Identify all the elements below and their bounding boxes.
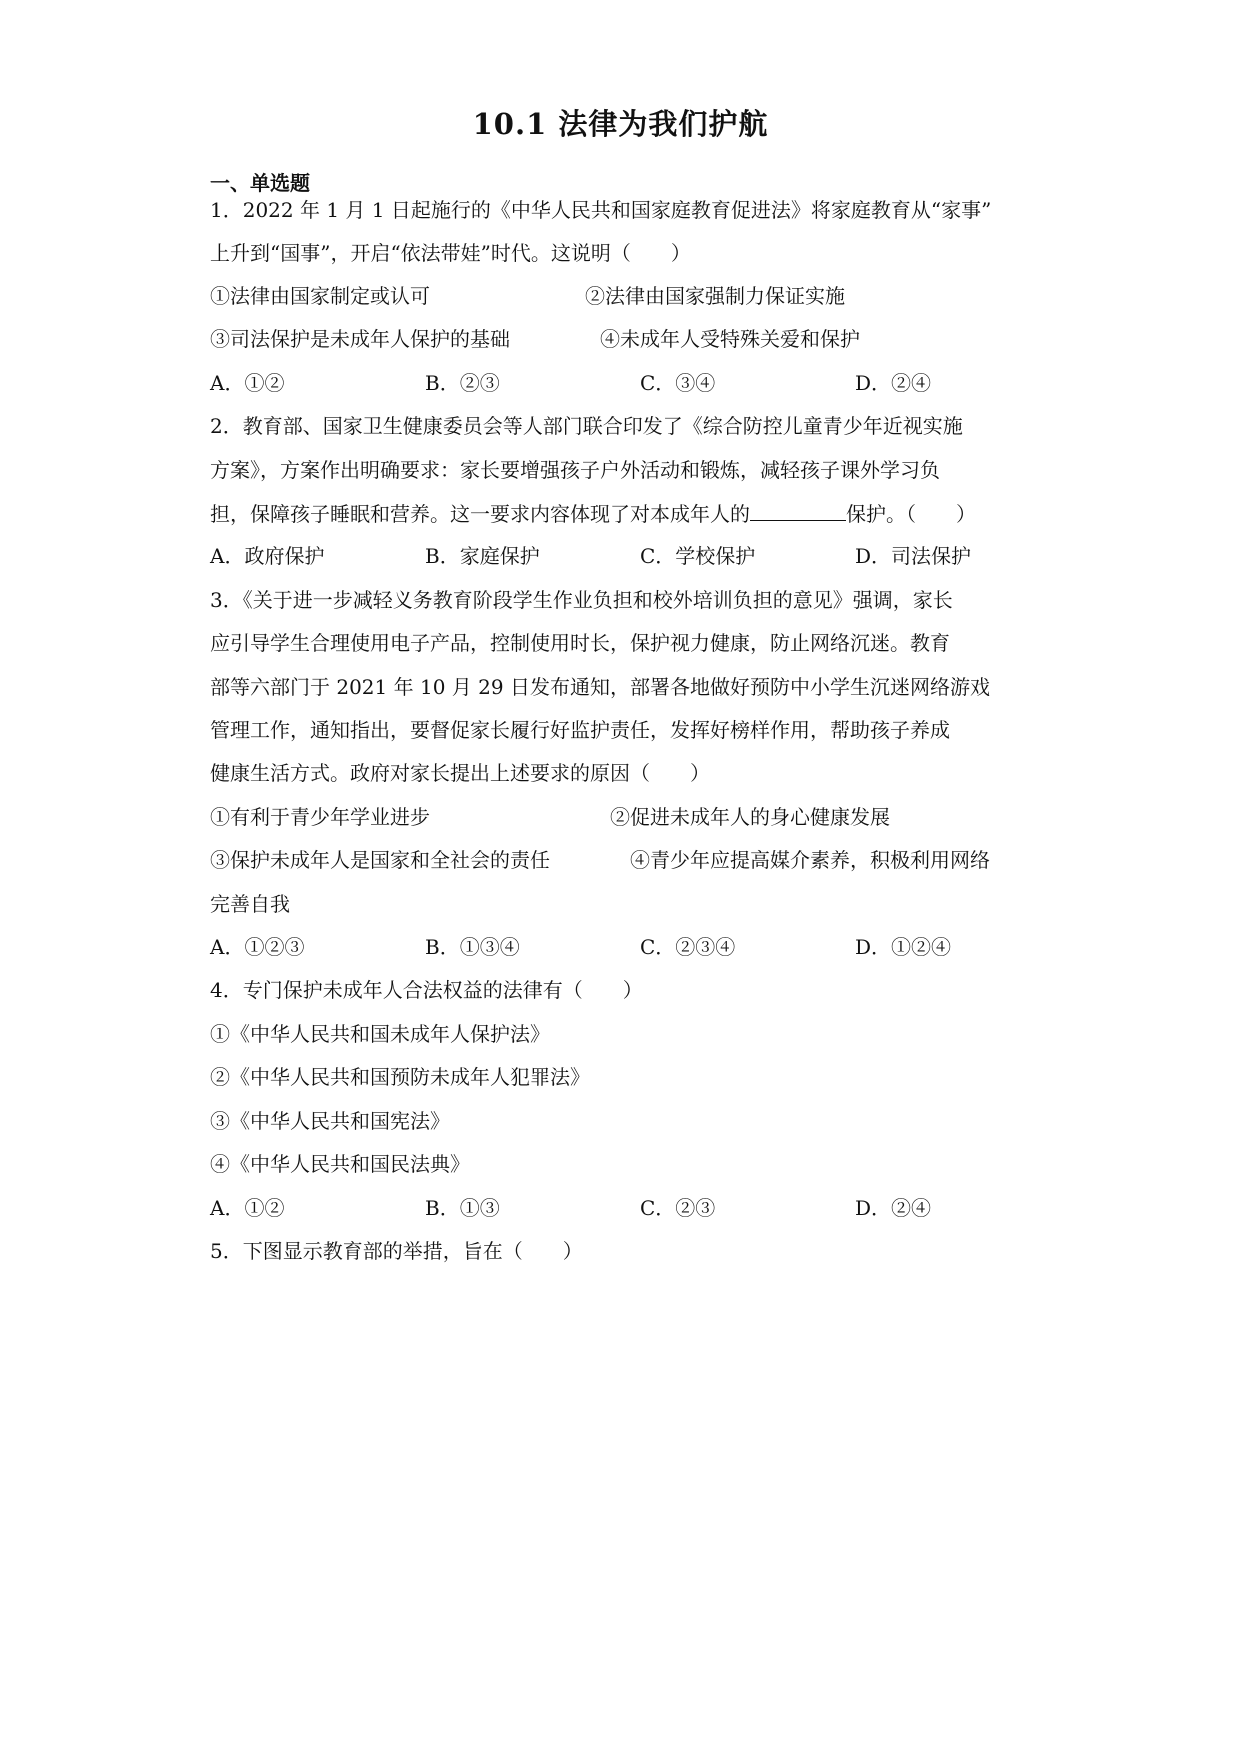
- q3-statement-1: ①有利于青少年学业进步: [210, 805, 430, 829]
- q1-choice-b: B．②③: [425, 371, 500, 395]
- q3-stem-line2: 应引导学生合理使用电子产品，控制使用时长，保护视力健康，防止网络沉迷。教育: [210, 631, 950, 655]
- q3-stem-line3: 部等六部门于 2021 年 10 月 29 日发布通知，部署各地做好预防中小学生沉迷网络游戏: [210, 675, 990, 699]
- q2-stem-line3: [210, 498, 976, 529]
- answer-blank: [750, 498, 846, 521]
- q4-choice-a: A．①②: [210, 1196, 285, 1220]
- q2-choice-a: A．政府保护: [210, 544, 325, 568]
- q2-stem-line2: 方案》，方案作出明确要求：家长要增强孩子户外活动和锻炼，减轻孩子课外学习负: [210, 458, 940, 482]
- q1-statement-4: ④未成年人受特殊关爱和保护: [600, 327, 860, 351]
- q4-choice-d: D．②④: [855, 1196, 932, 1220]
- q1-choice-d: D．②④: [855, 371, 932, 395]
- q3-stem-line1: 3．《关于进一步减轻义务教育阶段学生作业负担和校外培训负担的意见》强调，家长: [210, 588, 953, 612]
- q2-stem-line1: 2．教育部、国家卫生健康委员会等人部门联合印发了《综合防控儿童青少年近视实施: [210, 414, 963, 438]
- q3-statement-2: ②促进未成年人的身心健康发展: [610, 805, 890, 829]
- q1-statement-2: ②法律由国家强制力保证实施: [585, 284, 845, 308]
- q3-statement-4: ④青少年应提高媒介素养，积极利用网络: [630, 848, 990, 872]
- q3-choice-d: D．①②④: [855, 935, 952, 959]
- q3-statement-3: ③保护未成年人是国家和全社会的责任: [210, 848, 550, 872]
- q3-choice-a: A．①②③: [210, 935, 305, 959]
- q4-choice-c: C．②③: [640, 1196, 716, 1220]
- q3-choice-b: B．①③④: [425, 935, 520, 959]
- q1-statement-3: ③司法保护是未成年人保护的基础: [210, 327, 510, 351]
- q2-stem-line3-before-blank: 担，保障孩子睡眠和营养。这一要求内容体现了对本成年人的: [210, 502, 750, 526]
- q1-statement-1: ①法律由国家制定或认可: [210, 284, 430, 308]
- q1-choice-c: C．③④: [640, 371, 716, 395]
- q1-stem-line2: 上升到“国事”，开启“依法带娃”时代。这说明（ ）: [210, 241, 691, 265]
- q1-choice-a: A．①②: [210, 371, 285, 395]
- q4-statement-2: ②《中华人民共和国预防未成年人犯罪法》: [210, 1065, 590, 1089]
- q2-stem-line3-after-blank: 保护。（ ）: [846, 502, 976, 526]
- q3-stem-line5: 健康生活方式。政府对家长提出上述要求的原因（ ）: [210, 761, 710, 785]
- q3-statement-4-continued: 完善自我: [210, 892, 290, 916]
- q2-choice-d: D．司法保护: [855, 544, 972, 568]
- q3-choice-c: C．②③④: [640, 935, 736, 959]
- q4-statement-1: ①《中华人民共和国未成年人保护法》: [210, 1022, 550, 1046]
- q5-stem-line1: 5．下图显示教育部的举措，旨在（ ）: [210, 1239, 583, 1263]
- q2-choice-c: C．学校保护: [640, 544, 756, 568]
- q2-choice-b: B．家庭保护: [425, 544, 540, 568]
- q4-stem-line1: 4．专门保护未成年人合法权益的法律有（ ）: [210, 978, 643, 1002]
- q4-statement-4: ④《中华人民共和国民法典》: [210, 1152, 470, 1176]
- section-heading: 一、单选题: [210, 171, 310, 195]
- document-title: 10.1 法律为我们护航: [472, 107, 769, 141]
- q4-statement-3: ③《中华人民共和国宪法》: [210, 1109, 450, 1133]
- q1-stem-line1: 1．2022 年 1 月 1 日起施行的《中华人民共和国家庭教育促进法》将家庭教育从“家事”: [210, 198, 992, 222]
- q4-choice-b: B．①③: [425, 1196, 500, 1220]
- q3-stem-line4: 管理工作，通知指出，要督促家长履行好监护责任，发挥好榜样作用，帮助孩子养成: [210, 718, 950, 742]
